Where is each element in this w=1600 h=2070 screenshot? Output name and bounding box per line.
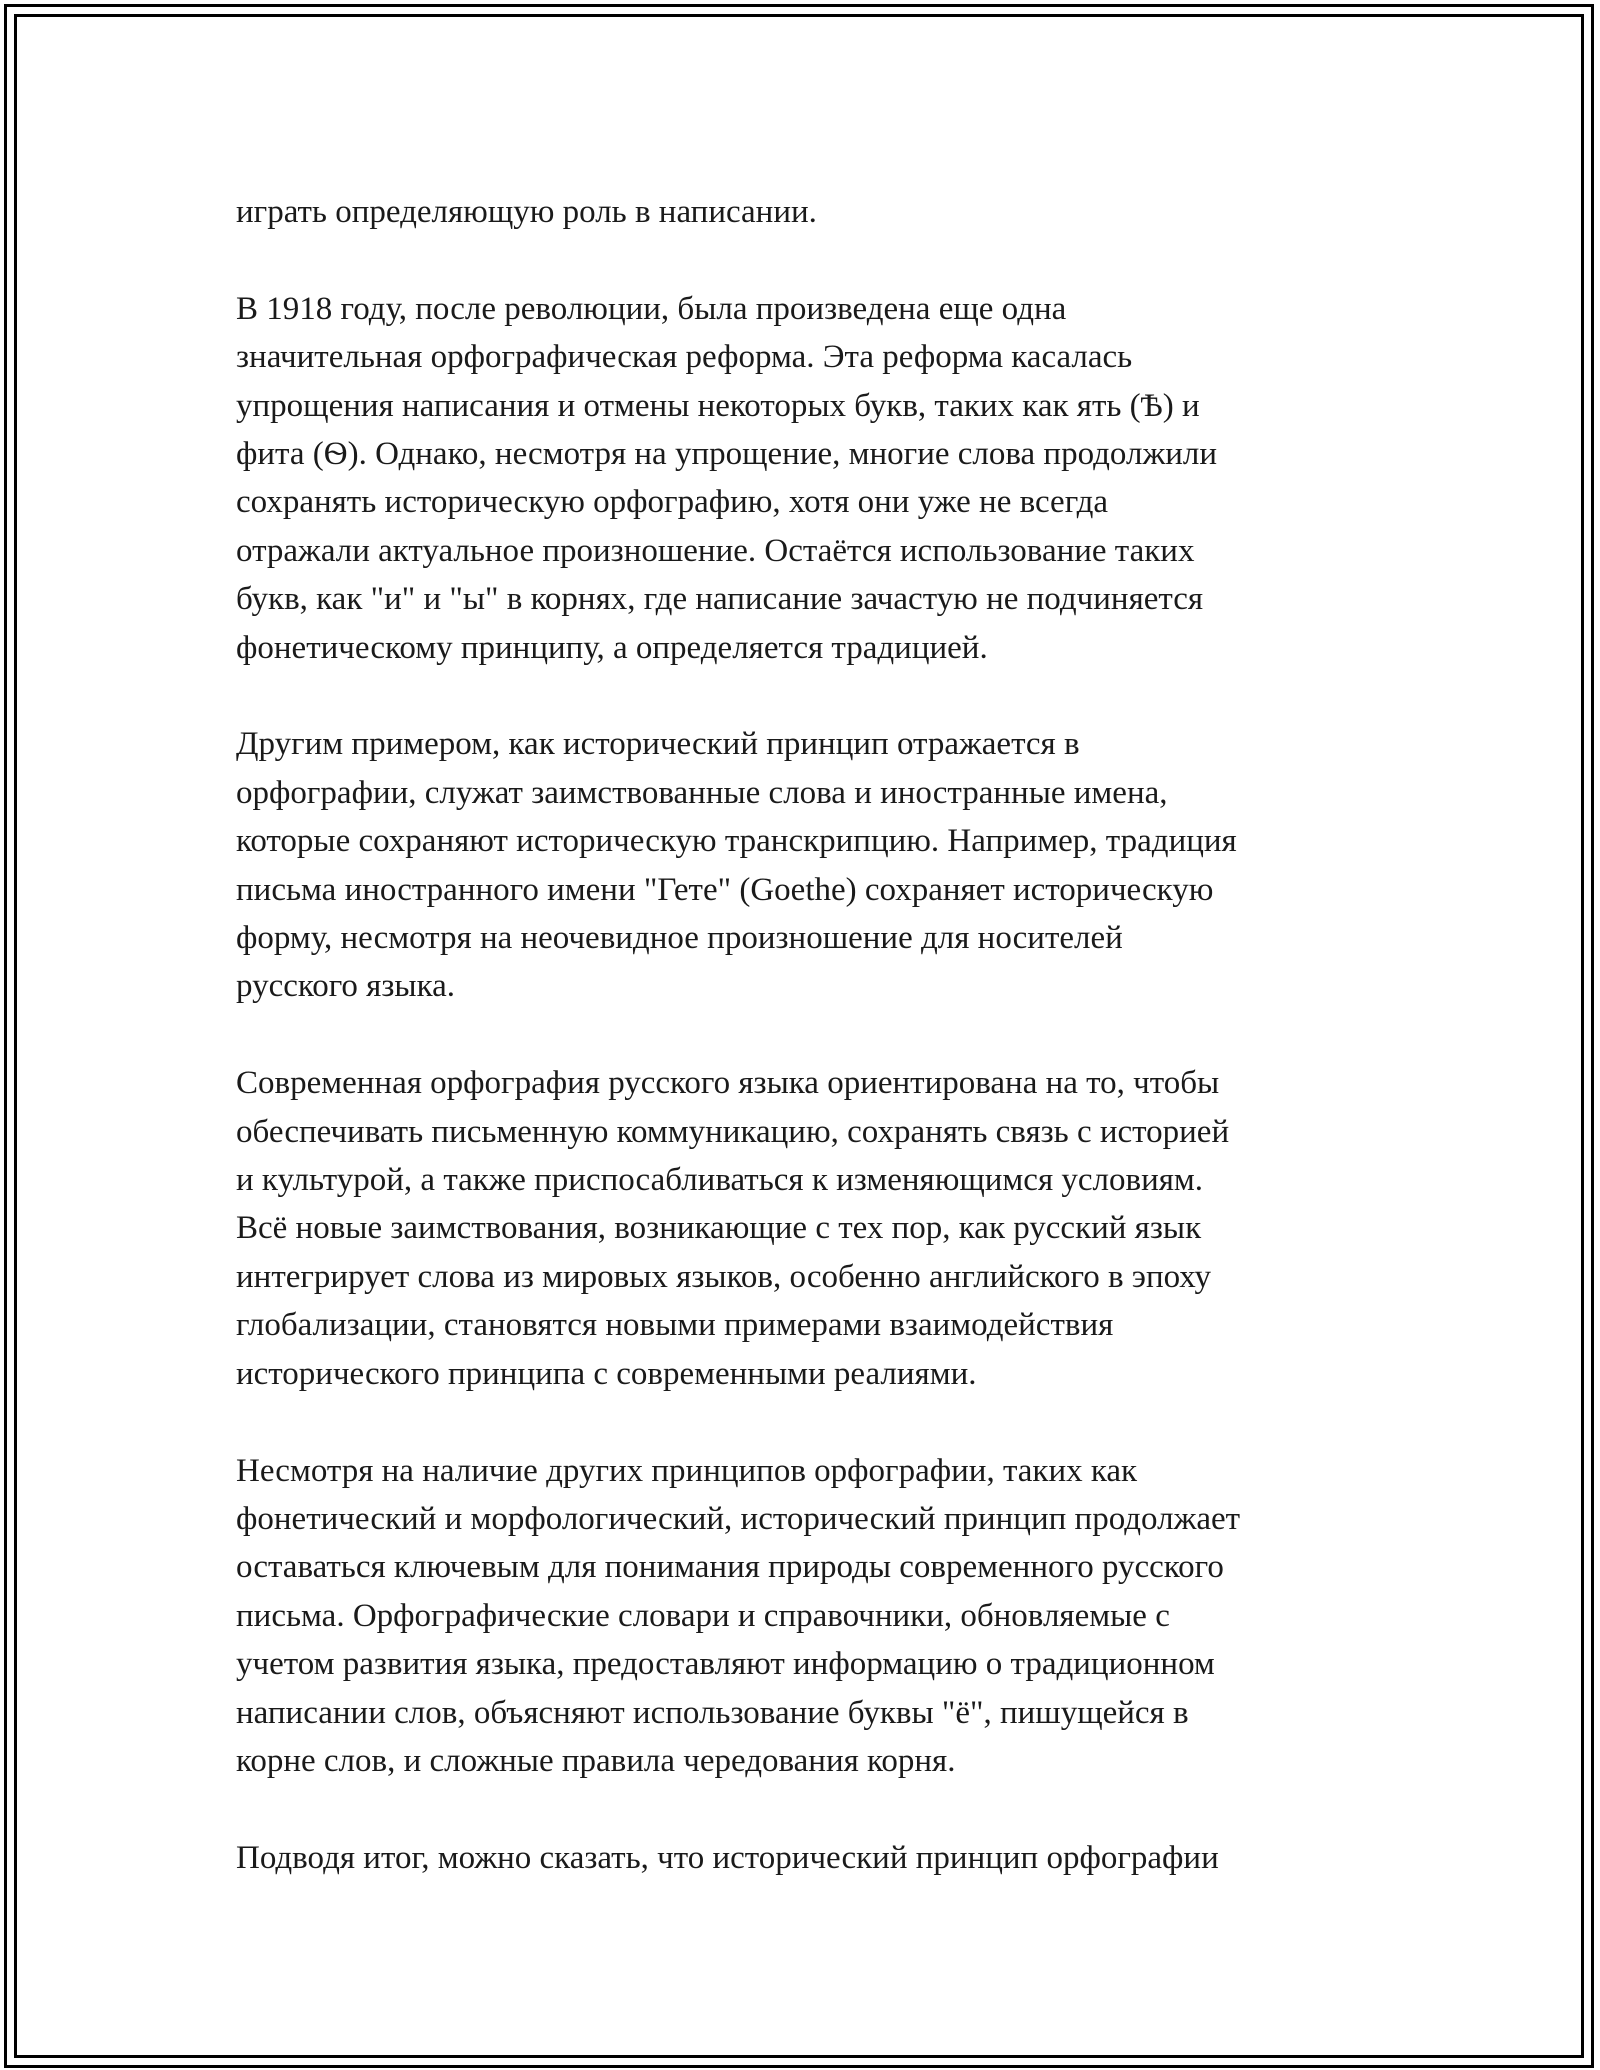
text-line: которые сохраняют историческую транскрипцию. Например, традиция: [236, 823, 1237, 860]
text-line: форму, несмотря на неочевидное произношение для носителей: [236, 920, 1123, 957]
text-line: сохранять историческую орфографию, хотя они уже не всегда: [236, 484, 1109, 521]
text-line: отражали актуальное произношение. Остаётся использование таких: [236, 532, 1195, 569]
text-line: фонетический и морфологический, исторический принцип продолжает: [236, 1500, 1241, 1537]
text-line: написании слов, объясняют использование буквы "ё", пишущейся в: [236, 1694, 1189, 1731]
text-line: Всё новые заимствования, возникающие с тех пор, как русский язык: [236, 1210, 1202, 1247]
paragraph: [236, 285, 1366, 672]
paragraph: [236, 188, 1366, 236]
text-line: Другим примером, как исторический принцип отражается в: [236, 726, 1080, 763]
text-line: орфографии, служат заимствованные слова и иностранные имена,: [236, 774, 1168, 811]
text-line: Несмотря на наличие других принципов орфографии, таких как: [236, 1452, 1138, 1489]
text-line: Современная орфография русского языка ориентирована на то, чтобы: [236, 1065, 1220, 1102]
document-body: [236, 188, 1366, 1931]
text-line: интегрирует слова из мировых языков, особенно английского в эпоху: [236, 1258, 1212, 1295]
text-line: играть определяющую роль в написании.: [236, 194, 817, 230]
text-line: Подводя итог, можно сказать, что исторический принцип орфографии: [236, 1839, 1219, 1876]
paragraph: [236, 720, 1366, 1010]
text-line: письма иностранного имени "Гете" (Goethe) сохраняет историческую: [236, 871, 1214, 908]
text-line: фонетическому принципу, а определяется традицией.: [236, 629, 988, 666]
paragraph: [236, 1834, 1366, 1882]
text-line: русского языка.: [236, 968, 455, 1005]
paragraph: [236, 1059, 1366, 1398]
text-line: букв, как "и" и "ы" в корнях, где написание зачастую не подчиняется: [236, 581, 1204, 618]
text-line: оставаться ключевым для понимания природы современного русского: [236, 1549, 1224, 1586]
text-line: корне слов, и сложные правила чередования корня.: [236, 1742, 956, 1779]
text-line: фита (Ѳ). Однако, несмотря на упрощение, многие слова продолжили: [236, 436, 1218, 473]
text-line: В 1918 году, после революции, была произведена еще одна: [236, 290, 1067, 327]
text-line: исторического принципа с современными реалиями.: [236, 1355, 977, 1392]
text-line: глобализации, становятся новыми примерами взаимодействия: [236, 1307, 1114, 1344]
text-line: письма. Орфографические словари и справочники, обновляемые с: [236, 1597, 1170, 1634]
text-line: и культурой, а также приспосабливаться к изменяющимся условиям.: [236, 1162, 1204, 1199]
text-line: обеспечивать письменную коммуникацию, сохранять связь с историей: [236, 1113, 1230, 1150]
text-line: значительная орфографическая реформа. Эта реформа касалась: [236, 339, 1133, 376]
text-line: учетом развития языка, предоставляют информацию о традиционном: [236, 1646, 1215, 1683]
text-line: упрощения написания и отмены некоторых букв, таких как ять (Ѣ) и: [236, 387, 1200, 424]
paragraph: [236, 1447, 1366, 1786]
